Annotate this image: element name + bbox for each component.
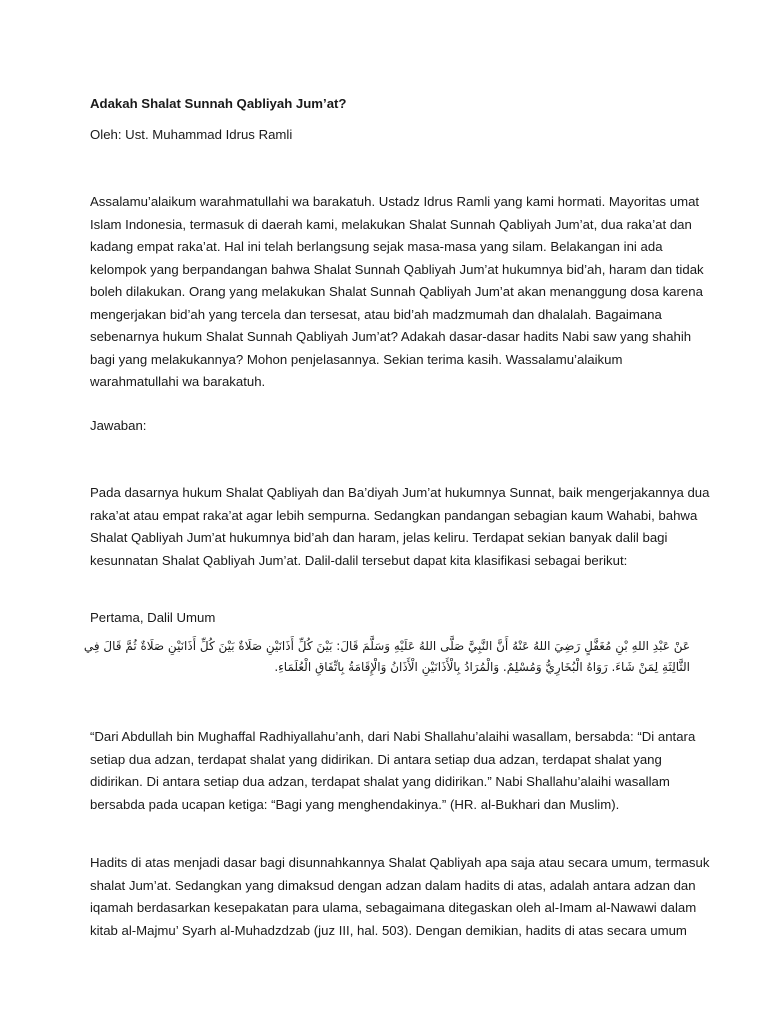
paragraph-line: bagi yang melakukannya? Mohon penjelasannya. Sekian terima kasih. Wassalamu’alaikum — [90, 351, 623, 367]
paragraph-line: “Dari Abdullah bin Mughaffal Radhiyallahu’anh, dari Nabi Shallahu’alaihi wasallam, bersabda: “Di antara — [90, 729, 696, 744]
document-title: Adakah Shalat Sunnah Qabliyah Jum’at? — [90, 96, 347, 111]
paragraph-line: Pada dasarnya hukum Shalat Qabliyah dan Ba’diyah Jum’at hukumnya Sunnat, baik mengerjakannya dua — [90, 485, 710, 500]
paragraph-line: boleh dilakukan. Orang yang melakukan Shalat Sunnah Qabliyah Jum’at akan menanggung dosa karena — [90, 284, 703, 299]
arabic-line: الثَّالِثَةِ لِمَنْ شَاءَ. رَوَاهُ الْبُخَارِيُّ وَمُسْلِمٌ. وَالْمُرَادُ بِالْأَذَانَيْنِ الْأَذَانُ وَالْإِقَامَةُ بِاتِّفَاقِ الْعُلَمَاءِ. — [274, 660, 690, 674]
paragraph-line: setiap dua adzan, terdapat shalat yang didirikan. Di antara setiap dua adzan, terdapat shalat yang — [90, 751, 662, 767]
author-line: Oleh: Ust. Muhammad Idrus Ramli — [90, 127, 293, 142]
explanation-paragraph — [90, 852, 710, 942]
question-paragraph — [90, 191, 704, 394]
paragraph-line: sebenarnya hukum Shalat Sunnah Qabliyah Jum’at? Adakah dasar-dasar hadits Nabi saw yang shahih — [90, 329, 692, 344]
paragraph-line: Islam Indonesia, termasuk di daerah kami, melakukan Shalat Sunnah Qabliyah Jum’at, dua raka’at dan — [90, 216, 692, 232]
paragraph-line: kesunnatan Shalat Qabliyah Jum’at. Dalil-dalil tersebut dapat kita klasifikasi sebagai berikut: — [90, 552, 628, 568]
paragraph-line: Hadits di atas menjadi dasar bagi disunnahkannya Shalat Qabliyah apa saja atau secara umum, termasuk — [90, 855, 710, 870]
paragraph-line: mengerjakan bid’ah yang tercela dan tersesat, atau bid’ah madzmumah dan dhalalah. Bagaimana — [90, 306, 662, 322]
paragraph-line: didirikan. Di antara setiap dua adzan, terdapat shalat yang didirikan.” Nabi Shallahu’alaihi wasallam — [90, 774, 670, 789]
paragraph-line: kadang empat raka’at. Hal ini telah berlangsung sejak masa-masa yang silam. Belakangan ini ada — [90, 239, 663, 254]
paragraph-line: shalat Jum’at. Sedangkan yang dimaksud dengan adzan dalam hadits di atas, adalah antara adzan dan — [90, 877, 696, 893]
answer-label: Jawaban: — [90, 418, 147, 433]
arabic-hadith-text — [83, 636, 690, 678]
paragraph-line: kelompok yang berpandangan bahwa Shalat Sunnah Qabliyah Jum’at hukumnya bid’ah, haram dan tidak — [90, 261, 704, 277]
answer-paragraph — [90, 482, 710, 572]
section-heading: Pertama, Dalil Umum — [90, 610, 216, 625]
paragraph-line: kitab al-Majmu’ Syarh al-Muhadzdzab (juz III, hal. 503). Dengan demikian, hadits di atas secara umum — [90, 922, 687, 938]
paragraph-line: Assalamu’alaikum warahmatullahi wa barakatuh. Ustadz Idrus Ramli yang kami hormati. Mayoritas umat — [90, 194, 700, 209]
hadith-translation — [90, 726, 696, 816]
paragraph-line: bersabda pada ucapan ketiga: “Bagi yang menghendakinya.” (HR. al-Bukhari dan Muslim). — [90, 796, 620, 812]
paragraph-line: iqamah berdasarkan kesepakatan para ulama, sebagaimana ditegaskan oleh al-Imam al-Nawawi dalam — [90, 900, 697, 915]
paragraph-line: Shalat Qabliyah Jum’at hukumnya bid’ah dan haram, jelas keliru. Terdapat sekian banyak dalil bagi — [90, 530, 668, 545]
paragraph-line: warahmatullahi wa barakatuh. — [90, 374, 266, 389]
paragraph-line: raka’at atau empat raka’at agar lebih sempurna. Sedangkan pandangan sebagian kaum Wahabi, bahwa — [90, 507, 698, 523]
arabic-line: عَنْ عَبْدِ اللهِ بْنِ مُغَفَّلٍ رَضِيَ اللهُ عَنْهُ أَنَّ النَّبِيَّ صَلَّى اللهُ عَلَيْهِ وَسَلَّمَ قَالَ: بَيْنَ كُلِّ أَذَانَيْنِ صَلَاةٌ بَيْنَ كُلِّ أَذَانَيْنِ صَلَاةٌ ثُمَّ قَالَ فِي — [83, 639, 690, 653]
